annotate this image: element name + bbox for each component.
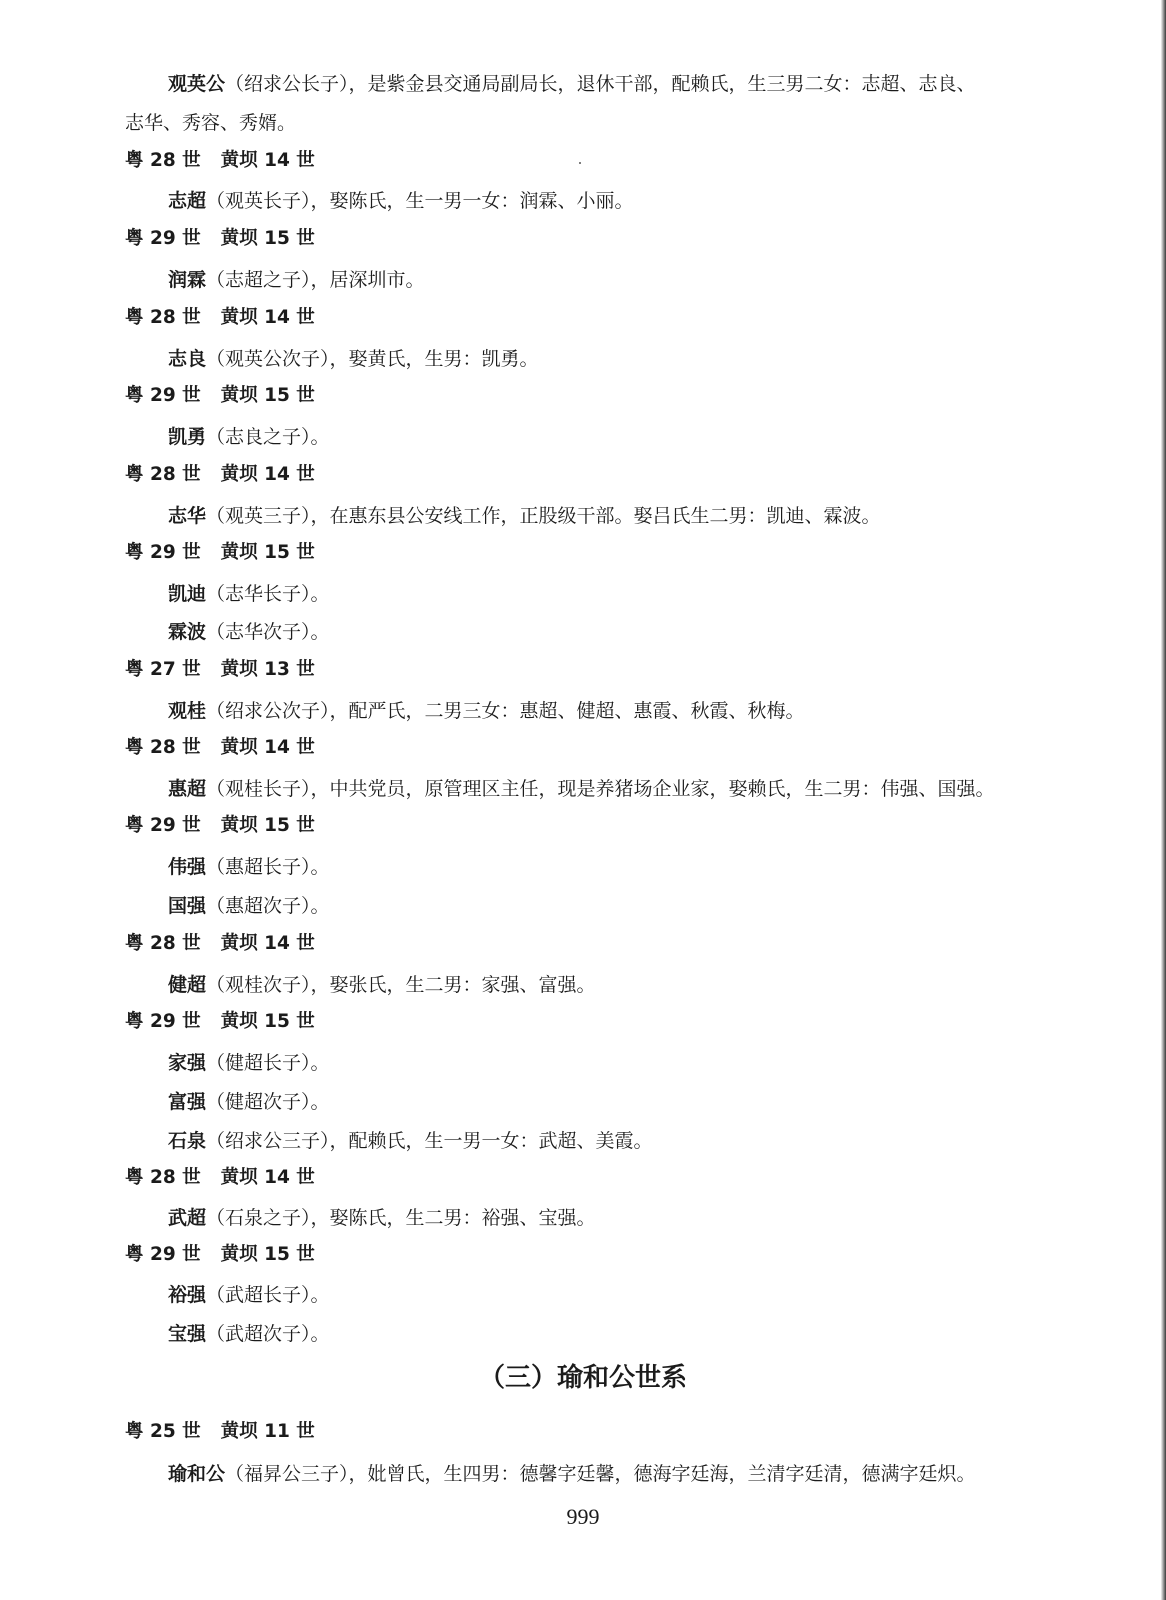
person-name: 志良 — [168, 348, 207, 370]
entry-text: （观桂次子），娶张氏，生二男：家强、富强。 — [206, 974, 596, 996]
section-heading: （三）瑜和公世系 — [478, 1363, 687, 1393]
entry-text: （志良之子）。 — [206, 426, 330, 448]
person-name: 宝强 — [168, 1323, 207, 1345]
entry-text: 志华、秀容、秀婿。 — [125, 112, 297, 134]
generation-header — [125, 814, 315, 838]
entry-text: （武超长子）。 — [206, 1284, 330, 1306]
guangdong-generation: 粤 29 世 — [125, 1244, 201, 1265]
entry-text: （石泉之子），娶陈氏，生二男：裕强、宝强。 — [206, 1207, 596, 1229]
person-name: 志超 — [168, 190, 207, 212]
generation-header — [125, 541, 315, 565]
guangdong-generation: 粤 28 世 — [125, 464, 201, 485]
huangba-generation: 黄坝 14 世 — [220, 150, 315, 171]
huangba-generation: 黄坝 13 世 — [220, 659, 315, 680]
entry-zhiliang — [168, 347, 539, 371]
guangdong-generation: 粤 25 世 — [125, 1421, 201, 1442]
entry-guangui — [168, 699, 805, 723]
huangba-generation: 黄坝 14 世 — [220, 1167, 315, 1188]
huangba-generation: 黄坝 14 世 — [220, 737, 315, 758]
entry-text: （健超长子）。 — [206, 1052, 330, 1074]
huangba-generation: 黄坝 15 世 — [220, 815, 315, 836]
person-name: 润霖 — [168, 269, 207, 291]
entry-text: （观桂长子），中共党员，原管理区主任，现是养猪场企业家，娶赖氏，生二男：伟强、国强。 — [206, 778, 995, 800]
entry-wuchao — [168, 1206, 596, 1230]
person-name: 凯勇 — [168, 426, 207, 448]
generation-header — [125, 384, 315, 408]
guangdong-generation: 粤 29 世 — [125, 228, 201, 249]
generation-header — [125, 149, 315, 173]
entry-yuqiang — [168, 1283, 330, 1307]
entry-guoqiang — [168, 894, 330, 918]
guangdong-generation: 粤 27 世 — [125, 659, 201, 680]
huangba-generation: 黄坝 15 世 — [220, 228, 315, 249]
guangdong-generation: 粤 29 世 — [125, 815, 201, 836]
entry-text: （健超次子）。 — [206, 1091, 330, 1113]
entry-text: （绍求公三子），配赖氏，生一男一女：武超、美霞。 — [206, 1130, 653, 1152]
generation-header — [125, 463, 315, 487]
person-name: 伟强 — [168, 856, 207, 878]
scan-edge-shadow — [1161, 0, 1166, 1600]
entry-text: （志华长子）。 — [206, 583, 330, 605]
entry-zhichao — [168, 189, 634, 213]
entry-text: （观英长子），娶陈氏，生一男一女：润霖、小丽。 — [206, 190, 634, 212]
entry-shiquan — [168, 1129, 653, 1153]
person-name: 富强 — [168, 1091, 207, 1113]
person-name: 国强 — [168, 895, 207, 917]
guangdong-generation: 粤 28 世 — [125, 1167, 201, 1188]
huangba-generation: 黄坝 14 世 — [220, 933, 315, 954]
guangdong-generation: 粤 29 世 — [125, 385, 201, 406]
entry-weiqiang — [168, 855, 330, 879]
entry-zhihua — [168, 504, 881, 528]
generation-header — [125, 736, 315, 760]
person-name: 观英公 — [168, 73, 226, 95]
entry-text: （志超之子），居深圳市。 — [206, 269, 425, 291]
person-name: 瑜和公 — [168, 1463, 226, 1485]
entry-text: （绍求公次子），配严氏，二男三女：惠超、健超、惠霞、秋霞、秋梅。 — [206, 700, 805, 722]
huangba-generation: 黄坝 15 世 — [220, 385, 315, 406]
entry-linbo — [168, 620, 330, 644]
entry-text: （惠超长子）。 — [206, 856, 330, 878]
entry-text: （观英公次子），娶黄氏，生男：凯勇。 — [206, 348, 539, 370]
generation-header — [125, 932, 315, 956]
entry-continuation — [125, 111, 296, 135]
person-name: 观桂 — [168, 700, 207, 722]
generation-header — [125, 1420, 315, 1444]
entry-text: （绍求公长子），是紫金县交通局副局长，退休干部，配赖氏，生三男二女：志超、志良、 — [225, 73, 976, 95]
entry-text: （武超次子）。 — [206, 1323, 330, 1345]
person-name: 霖波 — [168, 621, 207, 643]
person-name: 凯迪 — [168, 583, 207, 605]
scan-speck — [579, 162, 581, 164]
huangba-generation: 黄坝 14 世 — [220, 464, 315, 485]
entry-fuqiang — [168, 1090, 330, 1114]
entry-runlin — [168, 268, 425, 292]
entry-jiaqiang — [168, 1051, 330, 1075]
generation-header — [125, 1243, 315, 1267]
generation-header — [125, 306, 315, 330]
entry-text: （志华次子）。 — [206, 621, 330, 643]
guangdong-generation: 粤 29 世 — [125, 1011, 201, 1032]
person-name: 惠超 — [168, 778, 207, 800]
huangba-generation: 黄坝 14 世 — [220, 307, 315, 328]
entry-guanying — [168, 72, 976, 96]
generation-header — [125, 227, 315, 251]
person-name: 石泉 — [168, 1130, 207, 1152]
person-name: 裕强 — [168, 1284, 207, 1306]
generation-header — [125, 1166, 315, 1190]
entry-kaiyong — [168, 425, 330, 449]
entry-kaidi — [168, 582, 330, 606]
entry-text: （福昇公三子），妣曾氏，生四男：德馨字廷馨，德海字廷海，兰清字廷清，德满字廷炽。 — [225, 1463, 976, 1485]
person-name: 家强 — [168, 1052, 207, 1074]
person-name: 健超 — [168, 974, 207, 996]
entry-jianchao — [168, 973, 596, 997]
guangdong-generation: 粤 28 世 — [125, 307, 201, 328]
entry-baoqiang — [168, 1322, 330, 1346]
entry-text: （惠超次子）。 — [206, 895, 330, 917]
huangba-generation: 黄坝 11 世 — [220, 1421, 315, 1442]
generation-header — [125, 1010, 315, 1034]
entry-yuhe — [168, 1462, 976, 1486]
guangdong-generation: 粤 29 世 — [125, 542, 201, 563]
huangba-generation: 黄坝 15 世 — [220, 1011, 315, 1032]
guangdong-generation: 粤 28 世 — [125, 150, 201, 171]
guangdong-generation: 粤 28 世 — [125, 933, 201, 954]
entry-text: （观英三子），在惠东县公安线工作，正股级干部。娶吕氏生二男：凯迪、霖波。 — [206, 505, 881, 527]
person-name: 志华 — [168, 505, 207, 527]
huangba-generation: 黄坝 15 世 — [220, 542, 315, 563]
person-name: 武超 — [168, 1207, 207, 1229]
guangdong-generation: 粤 28 世 — [125, 737, 201, 758]
page-number: 999 — [566, 1504, 600, 1529]
generation-header — [125, 658, 315, 682]
entry-huichao — [168, 777, 995, 801]
huangba-generation: 黄坝 15 世 — [220, 1244, 315, 1265]
